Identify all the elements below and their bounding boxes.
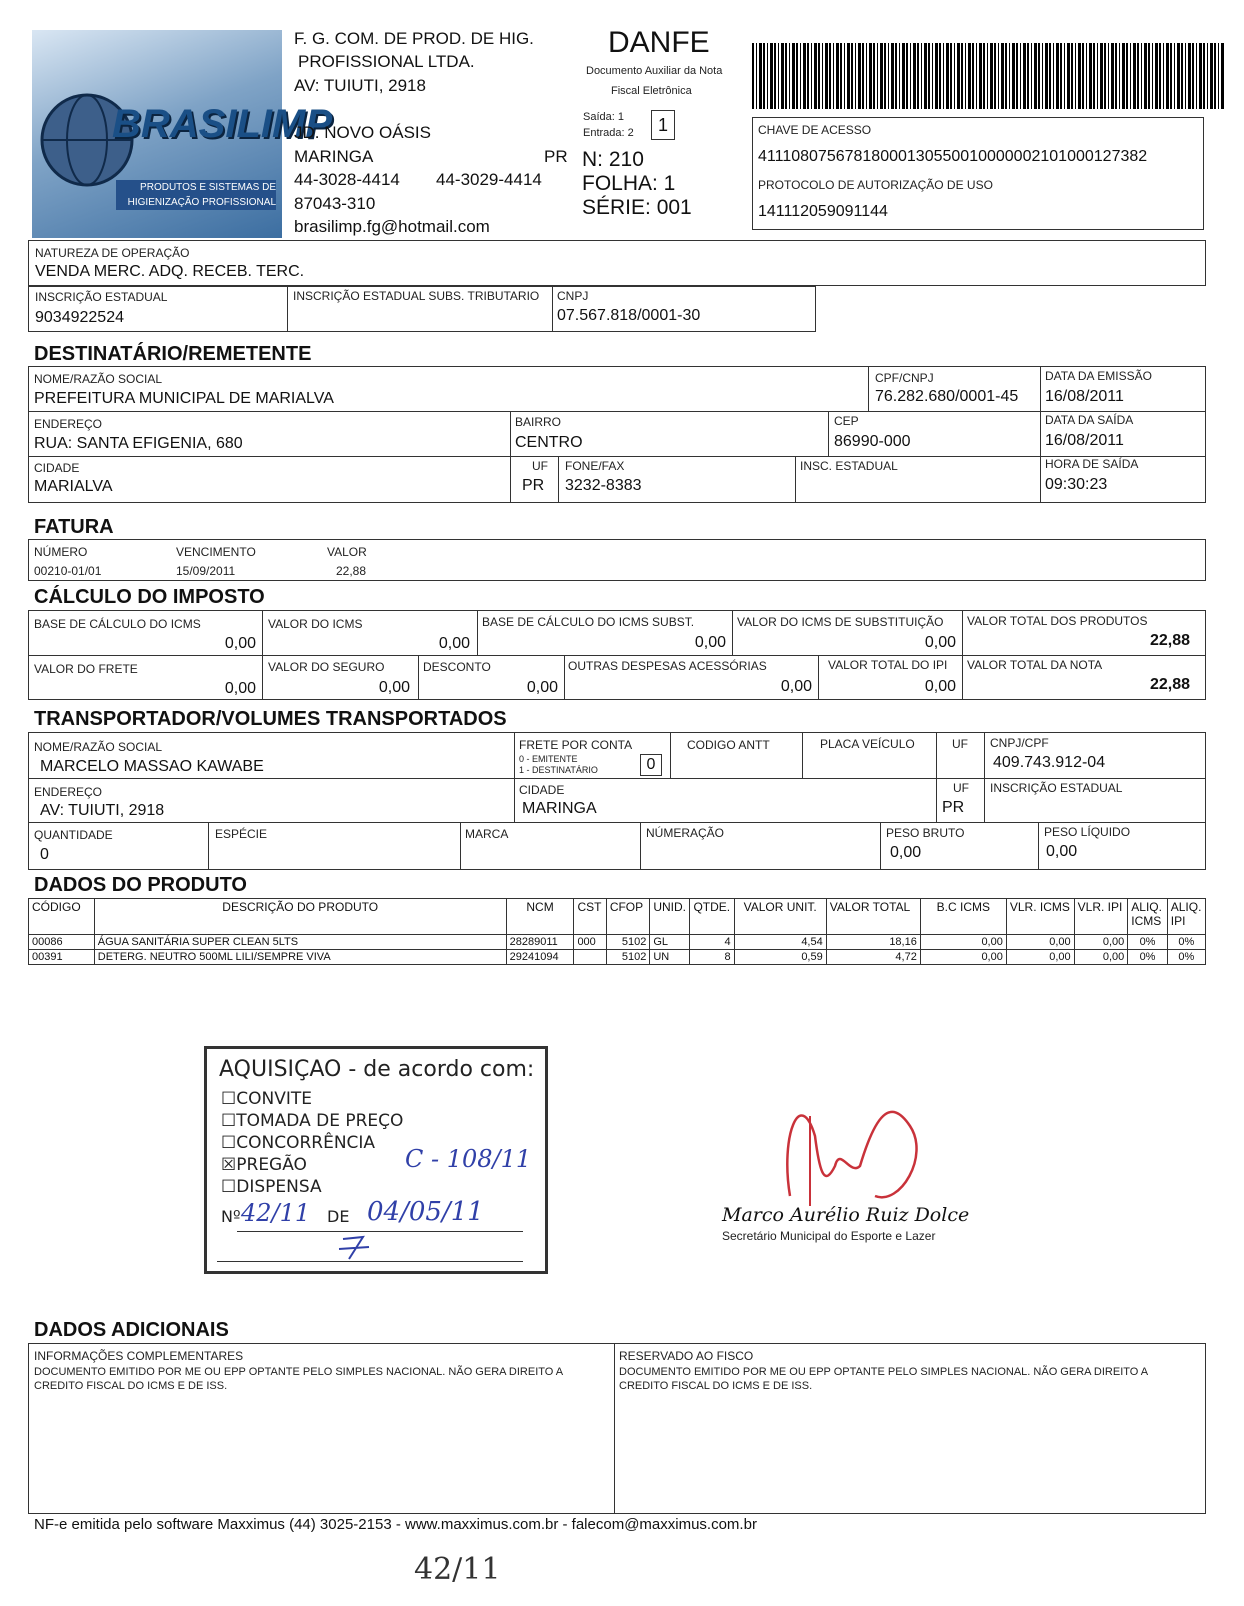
- dest-cidade-label: CIDADE: [34, 461, 80, 475]
- table-cell: 4: [690, 935, 734, 950]
- valor-st-label: VALOR DO ICMS DE SUBSTITUIÇÃO: [737, 615, 944, 629]
- signer-role: Secretário Municipal do Esporte e Lazer: [722, 1229, 936, 1243]
- col-header: ALIQ. ICMS: [1128, 899, 1167, 935]
- table-cell: [574, 950, 606, 965]
- table-cell: 0%: [1128, 935, 1167, 950]
- table-cell: 5102: [606, 950, 650, 965]
- table-cell: 29241094: [506, 950, 574, 965]
- table-row: [29, 935, 1206, 950]
- transp-cnpj: 409.743.912-04: [993, 754, 1106, 771]
- dest-endereco-label: ENDEREÇO: [34, 417, 103, 431]
- fatura-valor-label: VALOR: [327, 545, 367, 559]
- table-cell: 8: [690, 950, 734, 965]
- section-destinatario: DESTINATÁRIO/REMETENTE: [34, 343, 312, 365]
- danfe-title: DANFE: [608, 26, 710, 59]
- danfe-subtitle2: Fiscal Eletrônica: [611, 85, 692, 97]
- col-header: CST: [574, 899, 606, 935]
- company-phone1: 44-3028-4414: [294, 170, 400, 189]
- transp-uf2: PR: [942, 799, 965, 816]
- signer-name: Marco Aurélio Ruiz Dolce: [722, 1204, 970, 1226]
- table-cell: 0%: [1167, 950, 1205, 965]
- table-cell: 4,54: [734, 935, 826, 950]
- transp-cnpj-label: CNPJ/CPF: [990, 736, 1049, 750]
- natureza-label: NATUREZA DE OPERAÇÃO: [35, 246, 190, 260]
- table-cell: 0,00: [1006, 950, 1074, 965]
- table-cell: 0,00: [920, 935, 1006, 950]
- dest-emissao-label: DATA DA EMISSÃO: [1045, 369, 1152, 383]
- table-cell: 0%: [1167, 935, 1205, 950]
- stamp-no-label: Nº: [221, 1207, 241, 1226]
- fatura-venc: 15/09/2011: [176, 564, 236, 578]
- company-district: JD. NOVO OÁSIS: [294, 123, 431, 142]
- table-cell: 28289011: [506, 935, 574, 950]
- frete-value: 0,00: [224, 680, 256, 697]
- company-uf: PR: [544, 147, 568, 166]
- info-label: INFORMAÇÕES COMPLEMENTARES: [34, 1349, 244, 1363]
- table-cell: 0,59: [734, 950, 826, 965]
- footer-software: NF-e emitida pelo software Maxximus (44) 3025-2153 - www.maxximus.com.br - falecom@maxximus.com.br: [34, 1516, 757, 1533]
- col-header: ALIQ. IPI: [1167, 899, 1205, 935]
- danfe-tipo: 1: [651, 110, 675, 140]
- base-icms: 0,00: [224, 635, 256, 652]
- transp-nome-label: NOME/RAZÃO SOCIAL: [34, 740, 163, 754]
- ie-st-label: INSCRIÇÃO ESTADUAL SUBS. TRIBUTARIO: [293, 289, 540, 303]
- ipi-value: 0,00: [924, 678, 956, 695]
- peso-bruto-label: PESO BRUTO: [886, 826, 965, 840]
- transp-ie-label: INSCRIÇÃO ESTADUAL: [990, 781, 1123, 795]
- checkbox-icon: ☐: [221, 1111, 237, 1131]
- frete-value: 0: [640, 754, 662, 776]
- danfe-subtitle1: Documento Auxiliar da Nota: [586, 65, 723, 77]
- stamp-opt-convite: CONVITE: [236, 1089, 312, 1109]
- fisco-label: RESERVADO AO FISCO: [619, 1349, 754, 1363]
- transp-cidade: MARINGA: [522, 800, 597, 817]
- dest-saida-label: DATA DA SAÍDA: [1045, 413, 1134, 427]
- table-cell: UN: [650, 950, 690, 965]
- base-st: 0,00: [694, 634, 726, 651]
- peso-bruto: 0,00: [890, 844, 922, 861]
- handwritten-mark: [335, 1229, 375, 1265]
- especie-label: ESPÉCIE: [215, 827, 268, 841]
- antt-label: CODIGO ANTT: [687, 738, 770, 752]
- ipi-label: VALOR TOTAL DO IPI: [828, 658, 948, 672]
- checkbox-icon: ☐: [221, 1089, 237, 1109]
- danfe-folha: FOLHA: 1: [582, 172, 676, 195]
- qtd-label: QUANTIDADE: [34, 828, 113, 842]
- dest-nome-label: NOME/RAZÃO SOCIAL: [34, 372, 163, 386]
- natureza-value: VENDA MERC. ADQ. RECEB. TERC.: [35, 263, 305, 280]
- col-header: NCM: [506, 899, 574, 935]
- table-cell: 0,00: [1006, 935, 1074, 950]
- protocol-number: 141112059091144: [758, 203, 888, 220]
- checkbox-icon: ☐: [221, 1133, 237, 1153]
- desconto-label: DESCONTO: [423, 660, 491, 674]
- outras-value: 0,00: [780, 678, 812, 695]
- table-cell: 5102: [606, 935, 650, 950]
- barcode: [752, 43, 1224, 109]
- col-header: UNID.: [650, 899, 690, 935]
- company-address: AV: TUIUTI, 2918: [294, 76, 426, 95]
- dest-fone: 3232-8383: [565, 477, 642, 494]
- col-header: CFOP: [606, 899, 650, 935]
- peso-liquido-label: PESO LÍQUIDO: [1044, 825, 1131, 839]
- col-header: B.C ICMS: [920, 899, 1006, 935]
- transp-cidade-label: CIDADE: [519, 783, 565, 797]
- dest-endereco: RUA: SANTA EFIGENIA, 680: [34, 435, 243, 452]
- table-row: [29, 950, 1206, 965]
- company-name-line1: F. G. COM. DE PROD. DE HIG.: [294, 29, 534, 48]
- logo-text: BRASILIMP: [112, 102, 332, 146]
- placa-label: PLACA VEÍCULO: [820, 737, 915, 751]
- stamp-opt-tomada: TOMADA DE PREÇO: [236, 1111, 404, 1131]
- company-logo: [32, 30, 332, 238]
- company-name-line2: PROFISSIONAL LTDA.: [298, 52, 475, 71]
- dest-uf-label: UF: [532, 459, 548, 473]
- stamp-opt-pregao: PREGÃO: [236, 1155, 307, 1175]
- stamp-de-label: DE: [327, 1207, 350, 1226]
- total-nota: 22,88: [1149, 676, 1190, 693]
- marca-label: MARCA: [465, 827, 509, 841]
- stamp-no-value: 42/11: [241, 1199, 311, 1227]
- dest-cep-label: CEP: [834, 414, 859, 428]
- danfe-numero: N: 210: [582, 148, 644, 171]
- seguro-value: 0,00: [378, 679, 410, 696]
- desconto-value: 0,00: [526, 679, 558, 696]
- logo-subtitle: PRODUTOS E SISTEMAS DE HIGIENIZAÇÃO PROFISSIONAL: [116, 180, 276, 210]
- col-header: DESCRIÇÃO DO PRODUTO: [94, 899, 506, 935]
- transportador-box: [28, 732, 1206, 870]
- dest-hora: 09:30:23: [1045, 476, 1108, 493]
- frete-conta-label: FRETE POR CONTA: [519, 738, 633, 752]
- section-imposto: CÁLCULO DO IMPOSTO: [34, 586, 265, 608]
- valor-st: 0,00: [924, 634, 956, 651]
- dest-bairro-label: BAIRRO: [515, 415, 562, 429]
- checkbox-icon: ☐: [221, 1177, 237, 1197]
- col-header: VLR. IPI: [1074, 899, 1128, 935]
- transp-uf-label: UF: [952, 737, 968, 751]
- col-header: QTDE.: [690, 899, 734, 935]
- fatura-valor: 22,88: [336, 564, 367, 578]
- stamp-pregao-number: C - 108/11: [405, 1145, 532, 1173]
- total-prod-label: VALOR TOTAL DOS PRODUTOS: [967, 614, 1148, 628]
- ie-value: 9034922524: [35, 309, 124, 326]
- fatura-numero-label: NÚMERO: [34, 545, 88, 559]
- dest-cep: 86990-000: [834, 433, 911, 450]
- seguro-label: VALOR DO SEGURO: [268, 660, 385, 674]
- access-key: 41110807567818000130550010000002101000127382: [758, 148, 1148, 165]
- frete-opt0: 0 - EMITENTE: [519, 754, 578, 764]
- section-produtos: DADOS DO PRODUTO: [34, 874, 247, 896]
- transp-uf2-label: UF: [953, 781, 969, 795]
- acquisition-stamp: [204, 1046, 548, 1274]
- table-cell: 4,72: [826, 950, 920, 965]
- danfe-serie: SÉRIE: 001: [582, 196, 692, 219]
- valor-icms: 0,00: [438, 635, 470, 652]
- products-header-row: [29, 899, 1206, 935]
- transp-endereco-label: ENDEREÇO: [34, 785, 103, 799]
- dest-hora-label: HORA DE SAÍDA: [1045, 457, 1139, 471]
- danfe-saida-label: Saída: 1: [583, 111, 624, 123]
- base-st-label: BASE DE CÁLCULO DO ICMS SUBST.: [482, 615, 695, 629]
- company-email: brasilimp.fg@hotmail.com: [294, 217, 490, 236]
- frete-opt1: 1 - DESTINATÁRIO: [519, 765, 598, 775]
- dest-nome: PREFEITURA MUNICIPAL DE MARIALVA: [34, 390, 334, 407]
- table-cell: 0,00: [1074, 935, 1128, 950]
- table-cell: 00391: [29, 950, 95, 965]
- cnpj-value: 07.567.818/0001-30: [557, 307, 701, 324]
- numeracao-label: NÚMERAÇÃO: [646, 826, 725, 840]
- table-cell: 000: [574, 935, 606, 950]
- fatura-numero: 00210-01/01: [34, 564, 102, 578]
- table-cell: GL: [650, 935, 690, 950]
- base-icms-label: BASE DE CÁLCULO DO ICMS: [34, 617, 201, 631]
- fisco-text: DOCUMENTO EMITIDO POR ME OU EPP OPTANTE PELO SIMPLES NACIONAL. NÃO GERA DIREITO A CREDITO FISCAL DO ICMS E DE ISS.: [619, 1366, 1148, 1392]
- table-cell: 00086: [29, 935, 95, 950]
- table-cell: 0,00: [1074, 950, 1128, 965]
- col-header: VLR. ICMS: [1006, 899, 1074, 935]
- danfe-entrada-label: Entrada: 2: [583, 127, 634, 139]
- dest-fone-label: FONE/FAX: [565, 459, 625, 473]
- col-header: CÓDIGO: [29, 899, 95, 935]
- table-cell: DETERG. NEUTRO 500ML LILI/SEMPRE VIVA: [94, 950, 506, 965]
- access-key-label: CHAVE DE ACESSO: [758, 123, 872, 137]
- stamp-de-value: 04/05/11: [367, 1197, 484, 1227]
- fatura-venc-label: VENCIMENTO: [176, 545, 256, 559]
- info-text: DOCUMENTO EMITIDO POR ME OU EPP OPTANTE PELO SIMPLES NACIONAL. NÃO GERA DIREITO A CREDITO FISCAL DO ICMS E DE ISS.: [34, 1366, 563, 1392]
- company-cep: 87043-310: [294, 194, 376, 213]
- section-transportador: TRANSPORTADOR/VOLUMES TRANSPORTADOS: [34, 708, 507, 730]
- transp-endereco: AV: TUIUTI, 2918: [40, 802, 165, 819]
- stamp-title: AQUISIÇAO - de acordo com:: [219, 1057, 535, 1082]
- ie-label: INSCRIÇÃO ESTADUAL: [35, 290, 168, 304]
- peso-liquido: 0,00: [1046, 843, 1078, 860]
- company-phone2: 44-3029-4414: [436, 170, 542, 189]
- dest-emissao: 16/08/2011: [1045, 388, 1124, 405]
- dest-saida: 16/08/2011: [1045, 432, 1124, 449]
- frete-label: VALOR DO FRETE: [34, 662, 138, 676]
- dest-ie-label: INSC. ESTADUAL: [800, 459, 898, 473]
- dest-bairro: CENTRO: [515, 434, 583, 451]
- table-cell: 18,16: [826, 935, 920, 950]
- outras-label: OUTRAS DESPESAS ACESSÓRIAS: [568, 659, 767, 673]
- table-cell: 0%: [1128, 950, 1167, 965]
- dest-cpf-label: CPF/CNPJ: [875, 371, 934, 385]
- stamp-opt-dispensa: DISPENSA: [236, 1177, 322, 1197]
- handwritten-page-number: 42/11: [414, 1552, 501, 1587]
- valor-icms-label: VALOR DO ICMS: [268, 617, 363, 631]
- checked-box-icon: ☒: [221, 1155, 237, 1175]
- company-city: MARINGA: [294, 147, 374, 166]
- col-header: VALOR TOTAL: [826, 899, 920, 935]
- dest-cpf: 76.282.680/0001-45: [875, 388, 1019, 405]
- section-adicionais: DADOS ADICIONAIS: [34, 1319, 229, 1341]
- dest-cidade: MARIALVA: [34, 478, 113, 495]
- stamp-opt-concorrencia: CONCORRÊNCIA: [236, 1133, 376, 1153]
- section-fatura: FATURA: [34, 516, 114, 538]
- protocol-label: PROTOCOLO DE AUTORIZAÇÃO DE USO: [758, 178, 993, 192]
- qtd-value: 0: [40, 846, 49, 863]
- cnpj-label: CNPJ: [557, 289, 589, 303]
- products-table: [28, 898, 1206, 965]
- dest-uf: PR: [522, 477, 545, 494]
- total-nota-label: VALOR TOTAL DA NOTA: [967, 658, 1103, 672]
- col-header: VALOR UNIT.: [734, 899, 826, 935]
- table-cell: ÁGUA SANITÁRIA SUPER CLEAN 5LTS: [94, 935, 506, 950]
- transp-nome: MARCELO MASSAO KAWABE: [40, 758, 264, 775]
- table-cell: 0,00: [920, 950, 1006, 965]
- total-prod: 22,88: [1149, 632, 1190, 649]
